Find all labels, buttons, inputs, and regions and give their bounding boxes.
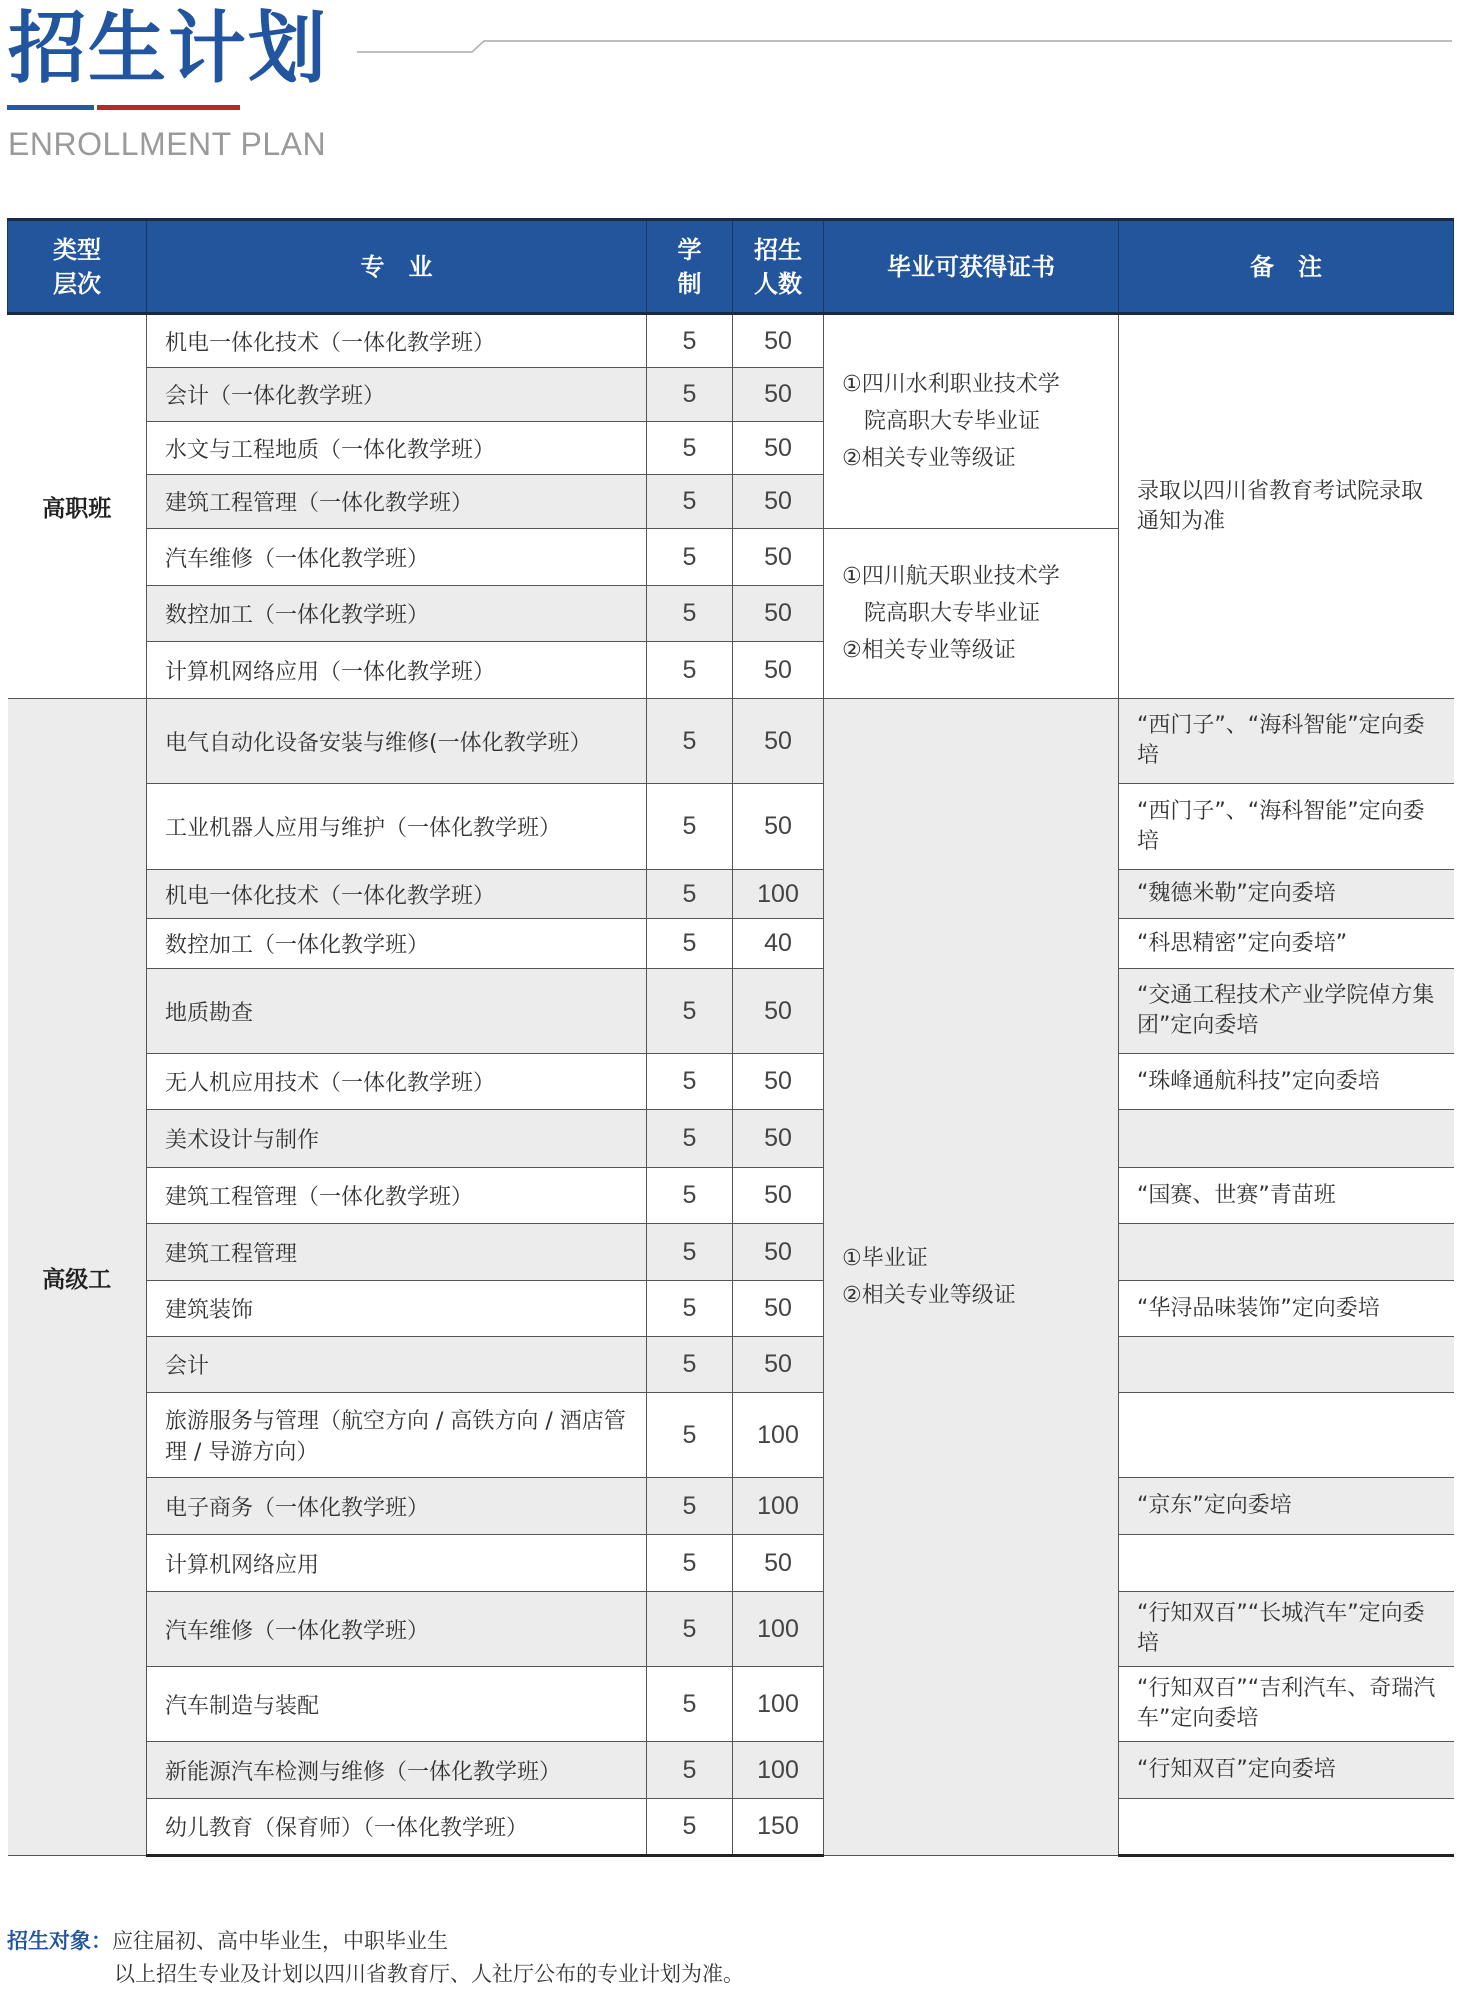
major-cell: 汽车制造与装配 <box>147 1667 647 1742</box>
table-row <box>8 314 1454 368</box>
certificate-cell <box>824 314 1119 529</box>
years-cell: 5 <box>647 1667 733 1742</box>
major-cell: 会计（一体化教学班） <box>147 368 647 422</box>
major-cell: 汽车维修（一体化教学班） <box>147 529 647 586</box>
major-cell: 汽车维修（一体化教学班） <box>147 1592 647 1667</box>
type-cell: 高职班 <box>8 314 147 699</box>
quota-cell: 40 <box>733 919 824 969</box>
quota-cell: 50 <box>733 969 824 1054</box>
quota-cell: 50 <box>733 314 824 368</box>
major-cell: 地质勘查 <box>147 969 647 1054</box>
years-cell: 5 <box>647 1337 733 1393</box>
page-title: 招生计划 <box>8 4 329 94</box>
quota-cell: 50 <box>733 1054 824 1110</box>
quota-cell: 50 <box>733 475 824 529</box>
notes-cell: “行知双百”定向委培 <box>1119 1742 1454 1799</box>
certificate-line: 院高职大专毕业证 <box>864 409 1041 434</box>
years-cell: 5 <box>647 642 733 699</box>
major-cell: 机电一体化技术（一体化教学班） <box>147 314 647 368</box>
quota-cell: 100 <box>733 1592 824 1667</box>
footer-line-2: 以上招生专业及计划以四川省教育厅、人社厅公布的专业计划为准。 <box>114 1962 744 1986</box>
major-cell: 计算机网络应用（一体化教学班） <box>147 642 647 699</box>
table-row <box>8 1337 1454 1393</box>
years-cell: 5 <box>647 1393 733 1478</box>
quota-cell: 50 <box>733 368 824 422</box>
quota-cell: 100 <box>733 1742 824 1799</box>
years-cell: 5 <box>647 784 733 870</box>
years-cell: 5 <box>647 1281 733 1337</box>
table-row <box>8 1592 1454 1667</box>
table-row <box>8 1054 1454 1110</box>
major-cell: 建筑工程管理 <box>147 1224 647 1281</box>
major-cell: 数控加工（一体化教学班） <box>147 919 647 969</box>
quota-cell: 50 <box>733 422 824 475</box>
years-cell: 5 <box>647 870 733 919</box>
title-underline-blue <box>7 105 94 110</box>
major-cell: 建筑工程管理（一体化教学班） <box>147 475 647 529</box>
certificate-line: ②相关专业等级证 <box>842 446 1016 471</box>
quota-cell: 100 <box>733 870 824 919</box>
notes-cell: “京东”定向委培 <box>1119 1478 1454 1535</box>
certificate-line: ①四川航天职业技术学 <box>842 564 1060 589</box>
certificate-cell <box>824 529 1119 699</box>
years-cell: 5 <box>647 969 733 1054</box>
years-cell: 5 <box>647 1478 733 1535</box>
notes-cell: “西门子”、“海科智能”定向委培 <box>1119 699 1454 784</box>
major-cell: 机电一体化技术（一体化教学班） <box>147 870 647 919</box>
quota-cell: 50 <box>733 642 824 699</box>
table-row <box>8 1281 1454 1337</box>
years-cell: 5 <box>647 422 733 475</box>
notes-cell <box>1119 1535 1454 1592</box>
notes-cell <box>1119 1799 1454 1856</box>
notes-cell: “华浔品味装饰”定向委培 <box>1119 1281 1454 1337</box>
major-cell: 幼儿教育（保育师）（一体化教学班） <box>147 1799 647 1856</box>
major-cell: 新能源汽车检测与维修（一体化教学班） <box>147 1742 647 1799</box>
col-header-major: 专 业 <box>147 220 647 314</box>
quota-cell: 50 <box>733 699 824 784</box>
footer-notes <box>7 1925 744 1991</box>
years-cell: 5 <box>647 1054 733 1110</box>
notes-cell <box>1119 1393 1454 1478</box>
certificate-line: ②相关专业等级证 <box>842 1283 1016 1308</box>
years-cell: 5 <box>647 1799 733 1856</box>
major-cell: 美术设计与制作 <box>147 1110 647 1168</box>
page-subtitle: ENROLLMENT PLAN <box>8 126 327 162</box>
certificate-line: ①毕业证 <box>842 1246 928 1271</box>
years-cell: 5 <box>647 368 733 422</box>
years-cell: 5 <box>647 1224 733 1281</box>
years-cell: 5 <box>647 314 733 368</box>
type-cell: 高级工 <box>8 699 147 1856</box>
quota-cell: 50 <box>733 586 824 642</box>
col-header-notes: 备 注 <box>1119 220 1454 314</box>
table-row <box>8 1535 1454 1592</box>
notes-cell: “珠峰通航科技”定向委培 <box>1119 1054 1454 1110</box>
footer-label: 招生对象： <box>7 1929 112 1953</box>
col-header-years: 学 制 <box>647 220 733 314</box>
table-row <box>8 1742 1454 1799</box>
quota-cell: 100 <box>733 1667 824 1742</box>
quota-cell: 50 <box>733 1110 824 1168</box>
notes-cell: 录取以四川省教育考试院录取通知为准 <box>1119 314 1454 699</box>
notes-cell <box>1119 1110 1454 1168</box>
quota-cell: 50 <box>733 1168 824 1224</box>
years-cell: 5 <box>647 1592 733 1667</box>
quota-cell: 50 <box>733 1535 824 1592</box>
table-row <box>8 1168 1454 1224</box>
quota-cell: 50 <box>733 1224 824 1281</box>
notes-cell <box>1119 1224 1454 1281</box>
years-cell: 5 <box>647 586 733 642</box>
quota-cell: 150 <box>733 1799 824 1856</box>
notes-cell: “魏德米勒”定向委培 <box>1119 870 1454 919</box>
quota-cell: 50 <box>733 1337 824 1393</box>
major-cell: 无人机应用技术（一体化教学班） <box>147 1054 647 1110</box>
major-cell: 水文与工程地质（一体化教学班） <box>147 422 647 475</box>
notes-cell: “科思精密”定向委培” <box>1119 919 1454 969</box>
quota-cell: 50 <box>733 784 824 870</box>
enrollment-table <box>7 218 1454 1857</box>
table-row <box>8 1393 1454 1478</box>
years-cell: 5 <box>647 475 733 529</box>
table-row <box>8 919 1454 969</box>
years-cell: 5 <box>647 1168 733 1224</box>
table-row <box>8 1799 1454 1856</box>
notes-cell: “行知双百”“长城汽车”定向委培 <box>1119 1592 1454 1667</box>
certificate-line: ②相关专业等级证 <box>842 638 1016 663</box>
notes-cell <box>1119 1337 1454 1393</box>
certificate-cell <box>824 699 1119 1856</box>
years-cell: 5 <box>647 1742 733 1799</box>
major-cell: 建筑工程管理（一体化教学班） <box>147 1168 647 1224</box>
table-row <box>8 1224 1454 1281</box>
col-header-type-l1: 类型 <box>53 235 101 264</box>
major-cell: 电子商务（一体化教学班） <box>147 1478 647 1535</box>
years-cell: 5 <box>647 919 733 969</box>
footer-line-1: 应往届初、高中毕业生，中职毕业生 <box>112 1929 448 1953</box>
notes-cell: “交通工程技术产业学院倬方集团”定向委培 <box>1119 969 1454 1054</box>
major-cell: 电气自动化设备安装与维修(一体化教学班） <box>147 699 647 784</box>
quota-cell: 50 <box>733 529 824 586</box>
certificate-line: ①四川水利职业技术学 <box>842 372 1060 397</box>
table-row <box>8 784 1454 870</box>
quota-cell: 100 <box>733 1478 824 1535</box>
col-header-quota: 招生 人数 <box>733 220 824 314</box>
years-cell: 5 <box>647 1535 733 1592</box>
table-row <box>8 969 1454 1054</box>
table-row <box>8 1110 1454 1168</box>
table-row <box>8 699 1454 784</box>
table-row <box>8 1667 1454 1742</box>
col-header-certificate: 毕业可获得证书 <box>824 220 1119 314</box>
major-cell: 会计 <box>147 1337 647 1393</box>
major-cell: 旅游服务与管理（航空方向 / 高铁方向 / 酒店管理 / 导游方向） <box>147 1393 647 1478</box>
notes-cell: “西门子”、“海科智能”定向委培 <box>1119 784 1454 870</box>
table-header-row <box>8 220 1454 314</box>
notes-cell: “国赛、世赛”青苗班 <box>1119 1168 1454 1224</box>
major-cell: 数控加工（一体化教学班） <box>147 586 647 642</box>
years-cell: 5 <box>647 529 733 586</box>
major-cell: 工业机器人应用与维护（一体化教学班） <box>147 784 647 870</box>
notes-cell: “行知双百”“吉利汽车、奇瑞汽车”定向委培 <box>1119 1667 1454 1742</box>
quota-cell: 50 <box>733 1281 824 1337</box>
table-row <box>8 870 1454 919</box>
years-cell: 5 <box>647 1110 733 1168</box>
quota-cell: 100 <box>733 1393 824 1478</box>
years-cell: 5 <box>647 699 733 784</box>
certificate-line: 院高职大专毕业证 <box>864 601 1041 626</box>
table-row <box>8 1478 1454 1535</box>
major-cell: 建筑装饰 <box>147 1281 647 1337</box>
col-header-type: 类型 层次 <box>8 220 147 314</box>
title-underline-red <box>97 105 240 110</box>
major-cell: 计算机网络应用 <box>147 1535 647 1592</box>
